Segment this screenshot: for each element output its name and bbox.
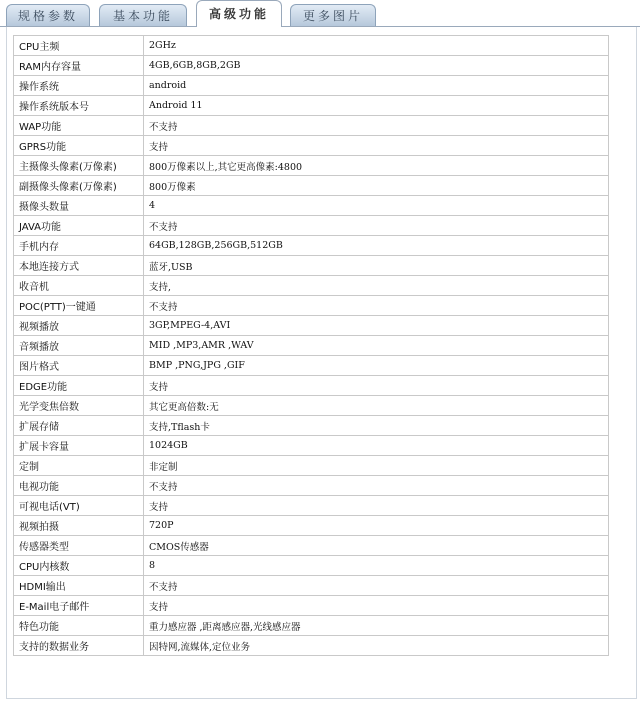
table-row: [14, 496, 609, 516]
table-row: [14, 596, 609, 616]
table-row: [14, 576, 609, 596]
spec-label: JAVA功能: [14, 216, 144, 236]
tab-more-images[interactable]: [290, 4, 376, 26]
spec-label: 可视电话(VT): [14, 496, 144, 516]
spec-value: 不支持: [144, 216, 609, 236]
spec-label: 传感器类型: [14, 536, 144, 556]
spec-label: 光学变焦倍数: [14, 396, 144, 416]
table-row: [14, 616, 609, 636]
table-row: [14, 276, 609, 296]
table-row: [14, 316, 609, 336]
spec-value: 支持,Tflash卡: [144, 416, 609, 436]
spec-value: 2GHz: [144, 36, 609, 56]
spec-value: 非定制: [144, 456, 609, 476]
tab-advanced-features[interactable]: [196, 0, 282, 27]
table-row: [14, 196, 609, 216]
table-row: [14, 296, 609, 316]
spec-value: 其它更高倍数:无: [144, 396, 609, 416]
spec-label: 扩展卡容量: [14, 436, 144, 456]
spec-value: Android 11: [144, 96, 609, 116]
spec-value: BMP ,PNG,JPG ,GIF: [144, 356, 609, 376]
table-row: [14, 376, 609, 396]
spec-value: 蓝牙,USB: [144, 256, 609, 276]
table-row: [14, 116, 609, 136]
table-row: [14, 156, 609, 176]
table-row: [14, 136, 609, 156]
spec-label: HDMI输出: [14, 576, 144, 596]
spec-value: 800万像素以上,其它更高像素:4800: [144, 156, 609, 176]
spec-value: 支持: [144, 596, 609, 616]
specs-table: [13, 35, 609, 656]
spec-label: 扩展存储: [14, 416, 144, 436]
spec-value: android: [144, 76, 609, 96]
spec-label: 摄像头数量: [14, 196, 144, 216]
spec-value: 4GB,6GB,8GB,2GB: [144, 56, 609, 76]
spec-value: MID ,MP3,AMR ,WAV: [144, 336, 609, 356]
spec-value: 因特网,流媒体,定位业务: [144, 636, 609, 656]
spec-label: 手机内存: [14, 236, 144, 256]
spec-value: 重力感应器 ,距离感应器,光线感应器: [144, 616, 609, 636]
spec-value: 不支持: [144, 296, 609, 316]
spec-label: CPU主频: [14, 36, 144, 56]
spec-label: POC(PTT)一键通: [14, 296, 144, 316]
table-row: [14, 516, 609, 536]
tab-specs[interactable]: [6, 4, 90, 26]
table-row: [14, 416, 609, 436]
spec-value: 8: [144, 556, 609, 576]
spec-value: 不支持: [144, 576, 609, 596]
spec-label: 副摄像头像素(万像素): [14, 176, 144, 196]
spec-label: 操作系统版本号: [14, 96, 144, 116]
table-row: [14, 436, 609, 456]
tab-basic-features-label: 基本功能: [112, 9, 173, 23]
table-row: [14, 636, 609, 656]
spec-label: 支持的数据业务: [14, 636, 144, 656]
tab-more-images-label: 更多图片: [302, 9, 363, 23]
spec-label: 收音机: [14, 276, 144, 296]
spec-value: 支持: [144, 136, 609, 156]
spec-value: 不支持: [144, 116, 609, 136]
spec-label: EDGE功能: [14, 376, 144, 396]
table-row: [14, 336, 609, 356]
spec-label: 本地连接方式: [14, 256, 144, 276]
table-row: [14, 216, 609, 236]
spec-value: CMOS传感器: [144, 536, 609, 556]
spec-value: 800万像素: [144, 176, 609, 196]
table-row: [14, 556, 609, 576]
table-row: [14, 36, 609, 56]
spec-label: 操作系统: [14, 76, 144, 96]
spec-label: 特色功能: [14, 616, 144, 636]
spec-label: RAM内存容量: [14, 56, 144, 76]
table-row: [14, 76, 609, 96]
spec-label: 图片格式: [14, 356, 144, 376]
tab-basic-features[interactable]: [99, 4, 187, 26]
spec-value: 4: [144, 196, 609, 216]
table-row: [14, 56, 609, 76]
spec-value: 64GB,128GB,256GB,512GB: [144, 236, 609, 256]
tab-specs-label: 规格参数: [17, 9, 78, 23]
specs-panel: [6, 27, 637, 699]
spec-value: 不支持: [144, 476, 609, 496]
spec-label: 视频拍摄: [14, 516, 144, 536]
table-row: [14, 176, 609, 196]
spec-label: 定制: [14, 456, 144, 476]
table-row: [14, 96, 609, 116]
table-row: [14, 456, 609, 476]
spec-label: E-Mail电子邮件: [14, 596, 144, 616]
table-row: [14, 236, 609, 256]
spec-value: 3GP,MPEG-4,AVI: [144, 316, 609, 336]
table-row: [14, 536, 609, 556]
table-row: [14, 356, 609, 376]
spec-value: 支持,: [144, 276, 609, 296]
spec-label: 主摄像头像素(万像素): [14, 156, 144, 176]
table-row: [14, 396, 609, 416]
spec-value: 720P: [144, 516, 609, 536]
table-row: [14, 476, 609, 496]
spec-label: 电视功能: [14, 476, 144, 496]
spec-value: 1024GB: [144, 436, 609, 456]
spec-label: 音频播放: [14, 336, 144, 356]
tab-advanced-features-label: 高级功能: [208, 7, 269, 21]
spec-value: 支持: [144, 496, 609, 516]
table-row: [14, 256, 609, 276]
spec-label: 视频播放: [14, 316, 144, 336]
spec-label: WAP功能: [14, 116, 144, 136]
spec-label: GPRS功能: [14, 136, 144, 156]
spec-value: 支持: [144, 376, 609, 396]
spec-label: CPU内核数: [14, 556, 144, 576]
tab-bar: [0, 0, 640, 27]
